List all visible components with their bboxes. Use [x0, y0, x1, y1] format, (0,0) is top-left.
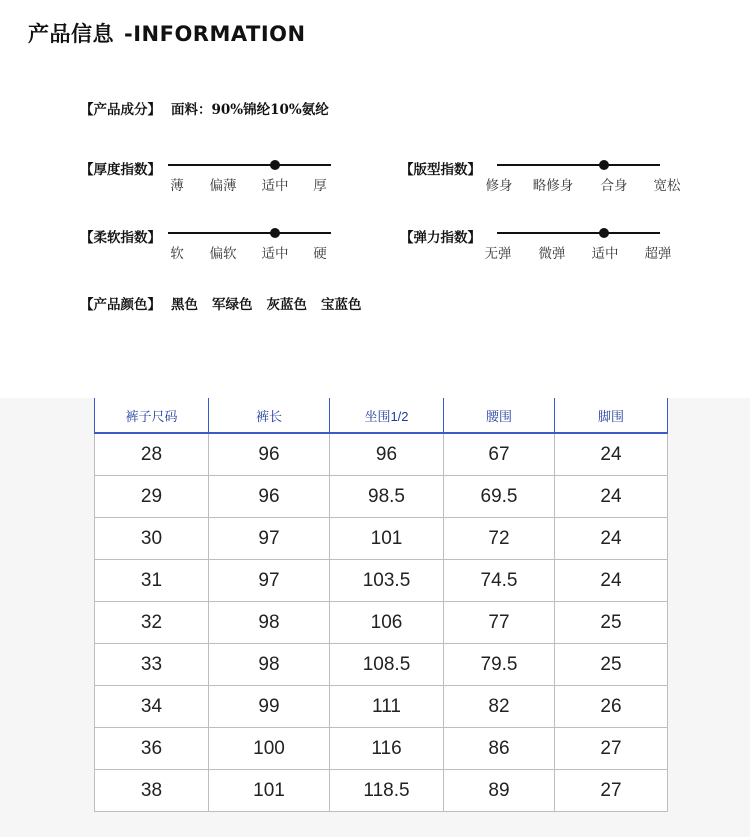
- table-cell: 98: [209, 602, 330, 644]
- table-cell: 26: [555, 686, 668, 728]
- table-cell: 67: [444, 433, 555, 476]
- header-size: 裤子尺码: [95, 398, 209, 433]
- table-row: [95, 476, 668, 518]
- title-cn: 产品信息: [28, 22, 114, 46]
- table-cell: 79.5: [444, 644, 555, 686]
- table-cell: 99: [209, 686, 330, 728]
- thickness-option: 偏薄: [209, 178, 237, 194]
- table-cell: 38: [95, 770, 209, 812]
- fit-indicator: [400, 158, 700, 208]
- table-cell: 29: [95, 476, 209, 518]
- table-cell: 30: [95, 518, 209, 560]
- thickness-option: 适中: [261, 178, 289, 194]
- table-cell: 96: [209, 476, 330, 518]
- colors-row: [80, 293, 376, 313]
- table-cell: 118.5: [330, 770, 444, 812]
- table-cell: 32: [95, 602, 209, 644]
- table-cell: 97: [209, 518, 330, 560]
- table-cell: 33: [95, 644, 209, 686]
- title-en: -INFORMATION: [124, 22, 306, 46]
- fit-option: 修身: [485, 178, 513, 194]
- table-cell: 31: [95, 560, 209, 602]
- table-cell: 24: [555, 560, 668, 602]
- softness-option: 硬: [313, 246, 327, 262]
- fit-track: [497, 164, 660, 166]
- fit-marker: [599, 160, 609, 170]
- elasticity-option: 微弹: [538, 246, 566, 262]
- thickness-indicator: [80, 158, 360, 208]
- table-row: [95, 518, 668, 560]
- table-cell: 28: [95, 433, 209, 476]
- colors-label: 【产品颜色】: [80, 297, 161, 313]
- table-cell: 111: [330, 686, 444, 728]
- thickness-option: 厚: [313, 178, 327, 194]
- table-row: [95, 686, 668, 728]
- table-cell: 82: [444, 686, 555, 728]
- table-cell: 27: [555, 770, 668, 812]
- table-cell: 106: [330, 602, 444, 644]
- table-row: [95, 433, 668, 476]
- header-hem: 脚围: [555, 398, 668, 433]
- thickness-label: 【厚度指数】: [80, 162, 161, 178]
- color-item: 灰蓝色: [266, 297, 307, 313]
- softness-label: 【柔软指数】: [80, 230, 161, 246]
- softness-marker: [270, 228, 280, 238]
- elasticity-track: [497, 232, 660, 234]
- header-hip: 坐围1/2: [330, 398, 444, 433]
- table-cell: 25: [555, 644, 668, 686]
- thickness-marker: [270, 160, 280, 170]
- size-table: [94, 398, 668, 812]
- table-cell: 34: [95, 686, 209, 728]
- fit-label: 【版型指数】: [400, 162, 481, 178]
- thickness-track: [168, 164, 331, 166]
- color-item: 黑色: [171, 297, 198, 313]
- table-cell: 100: [209, 728, 330, 770]
- table-cell: 96: [330, 433, 444, 476]
- composition-value: 面料：90%锦纶10%氨纶: [171, 102, 329, 118]
- elasticity-option: 超弹: [644, 246, 672, 262]
- composition-label: 【产品成分】: [80, 102, 161, 118]
- softness-option: 偏软: [209, 246, 237, 262]
- table-cell: 74.5: [444, 560, 555, 602]
- softness-indicator: [80, 226, 360, 276]
- table-cell: 69.5: [444, 476, 555, 518]
- composition-row: [80, 98, 329, 118]
- fit-option: 略修身: [532, 178, 574, 194]
- table-cell: 108.5: [330, 644, 444, 686]
- table-row: [95, 770, 668, 812]
- table-cell: 27: [555, 728, 668, 770]
- softness-track: [168, 232, 331, 234]
- color-item: 宝蓝色: [321, 297, 362, 313]
- table-cell: 96: [209, 433, 330, 476]
- table-cell: 24: [555, 476, 668, 518]
- softness-option: 软: [170, 246, 184, 262]
- softness-option: 适中: [261, 246, 289, 262]
- table-cell: 24: [555, 518, 668, 560]
- table-cell: 97: [209, 560, 330, 602]
- table-row: [95, 728, 668, 770]
- table-header-row: [95, 398, 668, 433]
- fit-option: 宽松: [653, 178, 681, 194]
- page-title: [28, 18, 306, 48]
- table-cell: 89: [444, 770, 555, 812]
- table-cell: 101: [209, 770, 330, 812]
- table-row: [95, 644, 668, 686]
- table-cell: 101: [330, 518, 444, 560]
- thickness-option: 薄: [170, 178, 184, 194]
- table-cell: 25: [555, 602, 668, 644]
- table-cell: 36: [95, 728, 209, 770]
- table-cell: 24: [555, 433, 668, 476]
- color-item: 军绿色: [212, 297, 253, 313]
- elasticity-label: 【弹力指数】: [400, 230, 481, 246]
- fit-option: 合身: [600, 178, 628, 194]
- table-cell: 98: [209, 644, 330, 686]
- elasticity-indicator: [400, 226, 700, 276]
- table-row: [95, 602, 668, 644]
- header-length: 裤长: [209, 398, 330, 433]
- elasticity-option: 适中: [591, 246, 619, 262]
- table-row: [95, 560, 668, 602]
- table-cell: 86: [444, 728, 555, 770]
- header-waist: 腰围: [444, 398, 555, 433]
- table-cell: 116: [330, 728, 444, 770]
- table-cell: 77: [444, 602, 555, 644]
- table-cell: 98.5: [330, 476, 444, 518]
- elasticity-marker: [599, 228, 609, 238]
- table-cell: 72: [444, 518, 555, 560]
- elasticity-option: 无弹: [484, 246, 512, 262]
- table-cell: 103.5: [330, 560, 444, 602]
